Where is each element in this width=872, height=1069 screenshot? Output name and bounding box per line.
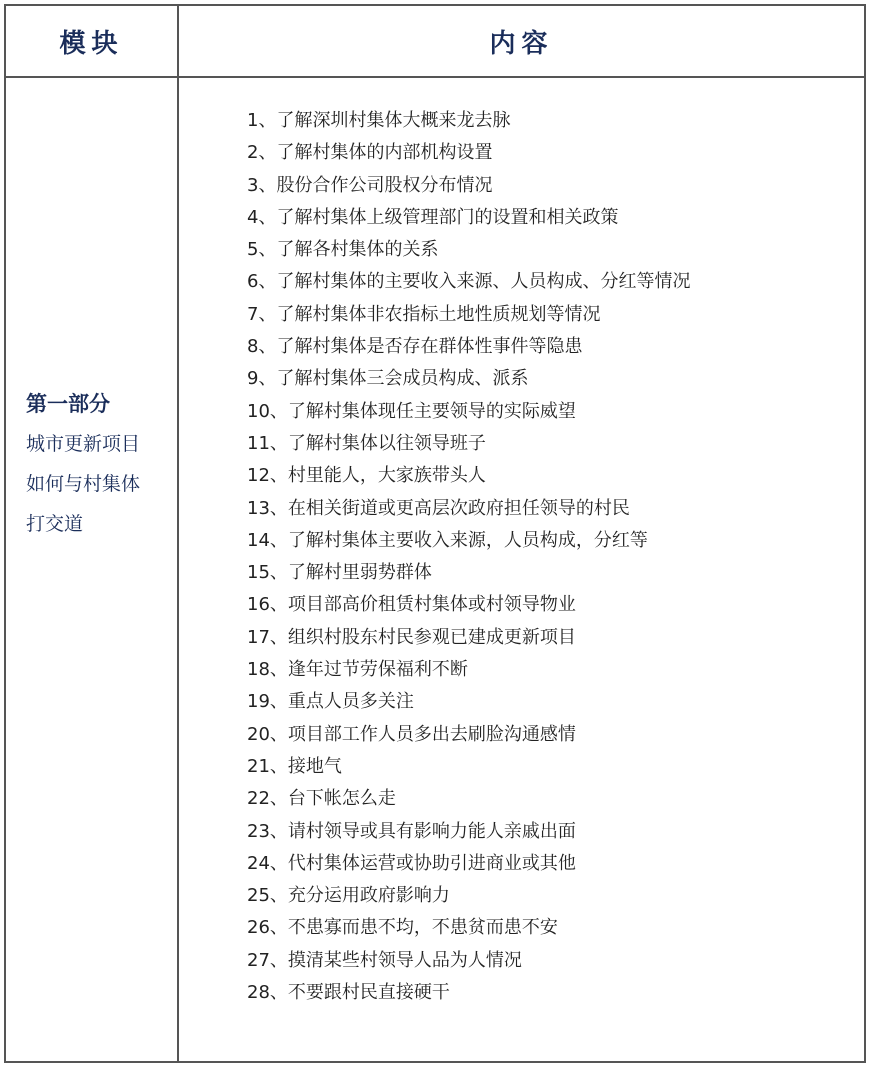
module-title: 第一部分 — [26, 392, 110, 416]
table-body-row — [6, 78, 864, 1061]
list-item: 18、逢年过节劳保福利不断 — [247, 659, 468, 681]
module-line: 城市更新项目 — [26, 433, 141, 455]
table-header-row — [6, 6, 864, 78]
list-item: 26、不患寡而患不均，不患贫而患不安 — [247, 917, 558, 939]
list-item: 24、代村集体运营或协助引进商业或其他 — [247, 852, 576, 874]
list-item: 20、项目部工作人员多出去刷脸沟通感情 — [247, 723, 576, 745]
list-item: 2、了解村集体的内部机构设置 — [247, 142, 493, 164]
list-item: 11、了解村集体以往领导班子 — [247, 432, 486, 454]
item-list — [247, 105, 690, 1009]
list-item: 5、了解各村集体的关系 — [247, 239, 439, 261]
module-description — [26, 384, 140, 544]
list-item: 9、了解村集体三会成员构成、派系 — [247, 368, 529, 390]
list-item: 12、村里能人，大家族带头人 — [247, 465, 486, 487]
list-item: 15、了解村里弱势群体 — [247, 562, 432, 584]
list-item: 25、充分运用政府影响力 — [247, 885, 450, 907]
module-cell — [6, 78, 179, 1061]
list-item: 1、了解深圳村集体大概来龙去脉 — [247, 110, 511, 131]
list-item: 28、不要跟村民直接硬干 — [247, 982, 450, 1004]
list-item: 10、了解村集体现任主要领导的实际威望 — [247, 400, 576, 422]
list-item: 14、了解村集体主要收入来源，人员构成，分红等 — [247, 529, 648, 551]
content-table — [4, 4, 866, 1063]
list-item: 23、请村领导或具有影响力能人亲戚出面 — [247, 820, 576, 842]
list-item: 4、了解村集体上级管理部门的设置和相关政策 — [247, 206, 619, 228]
header-module: 模块 — [6, 6, 179, 76]
list-item: 16、项目部高价租赁村集体或村领导物业 — [247, 594, 576, 616]
list-item: 21、接地气 — [247, 755, 342, 777]
list-item: 13、在相关街道或更高层次政府担任领导的村民 — [247, 497, 630, 519]
list-item: 19、重点人员多关注 — [247, 691, 414, 713]
list-item: 6、了解村集体的主要收入来源、人员构成、分红等情况 — [247, 271, 691, 293]
list-item: 3、股份合作公司股权分布情况 — [247, 174, 493, 196]
header-content: 内容 — [489, 28, 554, 59]
list-item: 27、摸清某些村领导人品为人情况 — [247, 949, 522, 971]
content-cell — [179, 78, 864, 1061]
list-item: 22、台下帐怎么走 — [247, 788, 396, 810]
list-item: 7、了解村集体非农指标土地性质规划等情况 — [247, 303, 601, 325]
module-line: 如何与村集体 — [26, 473, 141, 495]
module-line: 打交道 — [26, 513, 84, 535]
list-item: 8、了解村集体是否存在群体性事件等隐患 — [247, 336, 583, 358]
list-item: 17、组织村股东村民参观已建成更新项目 — [247, 626, 576, 648]
